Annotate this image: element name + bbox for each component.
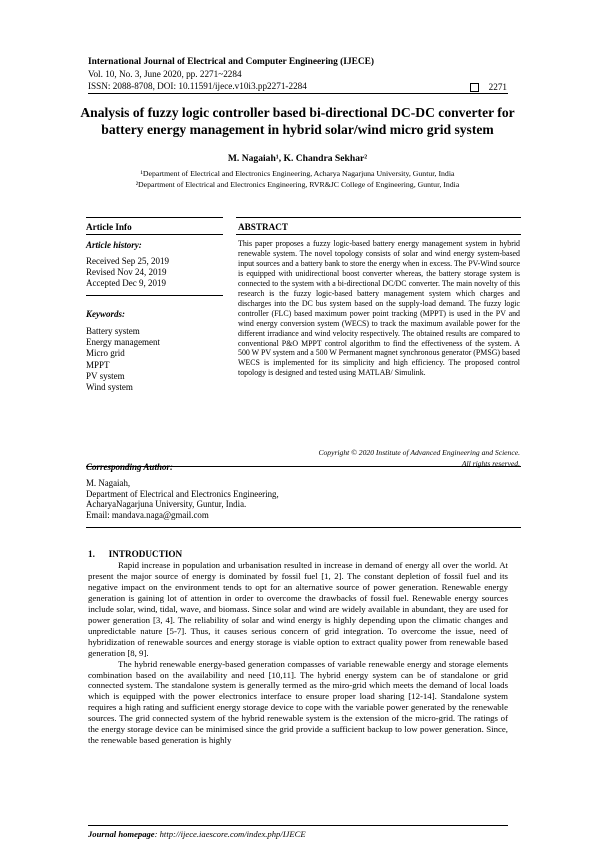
issn-doi: ISSN: 2088-8708, DOI: 10.11591/ijece.v10i3.pp2271-2284 (88, 81, 307, 91)
intro-paragraph-1: Rapid increase in population and urbanisation resulted in increase in demand of energy all over the world. At present the major source of energy is dominated by fossil fuel [1, 2]. The constant depletion of fossil fuel and its negative impact on the environment tends to opt for an alternative source of power generation. Renewable energy generation is gaining lot of attention in order to overcome the drawbacks of fossil fuel. Renewable energy sources include solar, wind, tidal, wave, and biomass. Since solar and wind are widely available in abundant, they are used for power generation [3, 4]. The reliability of solar and wind energy is highly depending upon the climatic changes and unpredictable nature [5-7]. Thus, it causes serious concern of grid integration. To overcome the issue, need of hybridization of renewable sources and energy storage is viable option to extract quality power from renewable based generation [8, 9]. (88, 560, 508, 658)
article-info-head-rule (86, 234, 223, 235)
article-info-top-rule (86, 217, 223, 218)
keywords-list (86, 326, 160, 393)
keyword-item: Wind system (86, 382, 133, 393)
corresponding-heading: Corresponding Author: (86, 462, 173, 472)
introduction-heading: 1. INTRODUCTION (88, 549, 183, 559)
corresponding-name: M. Nagaiah, (86, 477, 131, 488)
history-revised: Revised Nov 24, 2019 (86, 267, 167, 278)
page-number-area (470, 82, 507, 92)
abstract-top-rule (236, 217, 521, 218)
intro-paragraph-2: The hybrid renewable energy-based generation compasses of variable renewable energy and storage elements combination based on the availability and need [10,11]. The hybrid energy system can be of standalone or grid connected system. The standalone system is generally termed as the miro-grid which meets the demand of local loads which is equipped with the power electronics interface to ensure proper load sharing [12-14]. Standalone system requires a high rating and sufficient energy storage device to cope with the variable power generated by the renewable sources. The grid connected system of the hybrid renewable system is the extension of the micro-grid. The ratings of the energy storage device can be minimised since the grid provide a sufficient backup to low power generation. Since, the renewable based generation is highly (88, 658, 508, 746)
page-number: 2271 (488, 82, 507, 92)
introduction-body (88, 560, 508, 746)
paper-title: Analysis of fuzzy logic controller based bi-directional DC-DC converter for battery energy management in hybrid solar/wind micro grid system (80, 105, 515, 137)
footer-rule (88, 825, 508, 826)
corresponding-bottom-rule (86, 527, 521, 528)
rights-line: All rights reserved. (461, 458, 520, 468)
authors: M. Nagaiah¹, K. Chandra Sekhar² (227, 153, 368, 164)
keyword-item: Energy management (86, 337, 161, 348)
abstract-head-rule (236, 234, 521, 235)
affiliation-1: ¹Department of Electrical and Electronics Engineering, Acharya Nagarjuna University, Guntur, India (140, 169, 455, 178)
keyword-item: MPPT (86, 359, 110, 370)
corresponding-univ: AcharyaNagarjuna University, Guntur, India. (86, 499, 247, 510)
keyword-item: Battery system (86, 326, 140, 336)
keywords-heading: Keywords: (86, 309, 125, 319)
journal-name: International Journal of Electrical and Computer Engineering (IJECE) (88, 57, 375, 67)
history-accepted: Accepted Dec 9, 2019 (86, 278, 166, 289)
keyword-item: PV system (86, 370, 125, 381)
homepage-url[interactable]: : http://ijece.iaescore.com/index.php/IJECE (154, 829, 306, 839)
copyright-line: Copyright © 2020 Institute of Advanced Engineering and Science. (318, 448, 520, 457)
corresponding-email: Email: mandava.naga@gmail.com (86, 510, 209, 521)
abstract-text: This paper proposes a fuzzy logic-based battery energy management system in hybrid renewable system. The novel topology consists of solar and wind energy system-based input sources and a battery bank to store the energy when in excess. The PV-Wind source is equipped with unidirectional boost converter whereas, the battery storage system is connected to the system with a bi-directional DC/DC converter. The main novelty of this research is the fuzzy logic-based battery management system which charges and discharges into the DC bus system based on the supply-load demand. The fuzzy logic controller (FLC) based maximum power point tracking (MPPT) is used in the PV and wind energy conversion system (WECS) to track the maximum available power for the different irradiance and wind velocity respectively. The obtained results are compared to conventional P&O MPPT control algorithm to find the effectiveness of the system. A 500 W PV system and a 500 W Permanent magnet synchronous generator (PMSG) based WECS is implemented for its simplicity and high efficiency. The proposed control topology is designed and tested using MATLAB/ Simulink. (238, 239, 520, 378)
corresponding-dept: Department of Electrical and Electronics Engineering, (86, 488, 279, 499)
article-history-list (86, 256, 169, 290)
square-icon (470, 83, 479, 92)
header-rule (88, 93, 508, 94)
history-rule (86, 295, 223, 296)
affiliation-2: ²Department of Electrical and Electronics Engineering, RVR&JC College of Engineering, Guntur, India (135, 180, 460, 189)
abstract-heading: ABSTRACT (238, 222, 289, 232)
article-info-heading: Article Info (86, 222, 132, 232)
journal-homepage (88, 829, 306, 839)
homepage-label: Journal homepage (88, 829, 155, 839)
article-history-heading: Article history: (86, 240, 142, 250)
history-received: Received Sep 25, 2019 (86, 256, 169, 266)
volume-info: Vol. 10, No. 3, June 2020, pp. 2271~2284 (88, 69, 242, 79)
keyword-item: Micro grid (86, 348, 125, 359)
